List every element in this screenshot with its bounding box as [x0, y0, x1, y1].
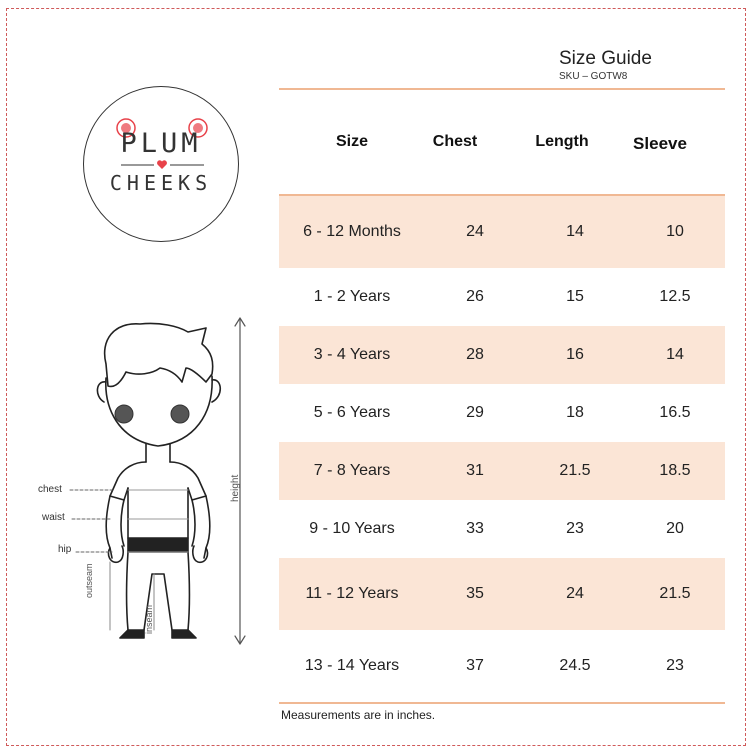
bottom-rule [279, 702, 725, 704]
outseam-label: outseam [84, 563, 94, 598]
size-cell: 3 - 4 Years [313, 346, 391, 363]
sleeve-cell: 21.5 [659, 585, 691, 602]
sleeve-cell: 16.5 [659, 404, 691, 421]
table-row [279, 268, 725, 326]
table-row [279, 500, 725, 558]
pompom-icon [84, 87, 240, 243]
sku-code: SKU – GOTW8 [559, 71, 628, 82]
size-cell: 13 - 14 Years [304, 657, 400, 674]
length-cell: 15 [566, 288, 584, 305]
table-row [279, 442, 725, 500]
height-label: height [230, 474, 241, 502]
chest-cell: 26 [466, 288, 484, 305]
brand-name-line1: PLUM [120, 128, 202, 159]
chest-cell: 33 [466, 520, 484, 537]
length-cell: 16 [566, 346, 584, 363]
sleeve-cell: 18.5 [659, 462, 691, 479]
length-cell: 24 [566, 585, 584, 602]
chest-cell: 35 [466, 585, 484, 602]
size-cell: 7 - 8 Years [313, 462, 391, 479]
length-cell: 24.5 [559, 657, 591, 674]
child-outline-illustration [30, 312, 260, 652]
table-row [279, 558, 725, 630]
brand-logo [83, 86, 239, 242]
sleeve-cell: 10 [666, 223, 684, 240]
size-cell: 1 - 2 Years [313, 288, 391, 305]
column-header-sleeve: Sleeve [633, 134, 687, 153]
size-cell: 11 - 12 Years [305, 585, 399, 602]
table-row [279, 630, 725, 702]
size-cell: 6 - 12 Months [303, 223, 401, 240]
waist-label: waist [42, 512, 65, 523]
hip-label: hip [58, 544, 72, 555]
length-cell: 18 [566, 404, 584, 421]
brand-name-line2: CHEEKS [109, 171, 213, 195]
sleeve-cell: 23 [666, 657, 684, 674]
chest-cell: 29 [466, 404, 484, 421]
chest-label: chest [38, 484, 62, 495]
size-cell: 5 - 6 Years [313, 404, 391, 421]
length-cell: 14 [566, 223, 584, 240]
chest-cell: 37 [466, 657, 484, 674]
sleeve-cell: 14 [666, 346, 684, 363]
column-header-size: Size [335, 133, 368, 150]
chest-cell: 24 [466, 223, 484, 240]
column-header-length: Length [535, 133, 589, 150]
title-block [559, 48, 652, 82]
chest-cell: 28 [466, 346, 484, 363]
page-title: Size Guide [559, 48, 652, 69]
sleeve-cell: 12.5 [659, 288, 691, 305]
column-header-chest: Chest [432, 133, 478, 150]
table-row [279, 326, 725, 384]
inseam-label: inseam [144, 604, 154, 634]
top-rule [279, 88, 725, 90]
length-cell: 23 [566, 520, 584, 537]
length-cell: 21.5 [559, 462, 591, 479]
table-row [279, 384, 725, 442]
sleeve-cell: 20 [666, 520, 684, 537]
size-cell: 9 - 10 Years [309, 520, 395, 537]
measurement-figure [30, 312, 260, 652]
measurement-footnote: Measurements are in inches. [281, 708, 436, 722]
table-row [279, 196, 725, 268]
chest-cell: 31 [466, 462, 484, 479]
